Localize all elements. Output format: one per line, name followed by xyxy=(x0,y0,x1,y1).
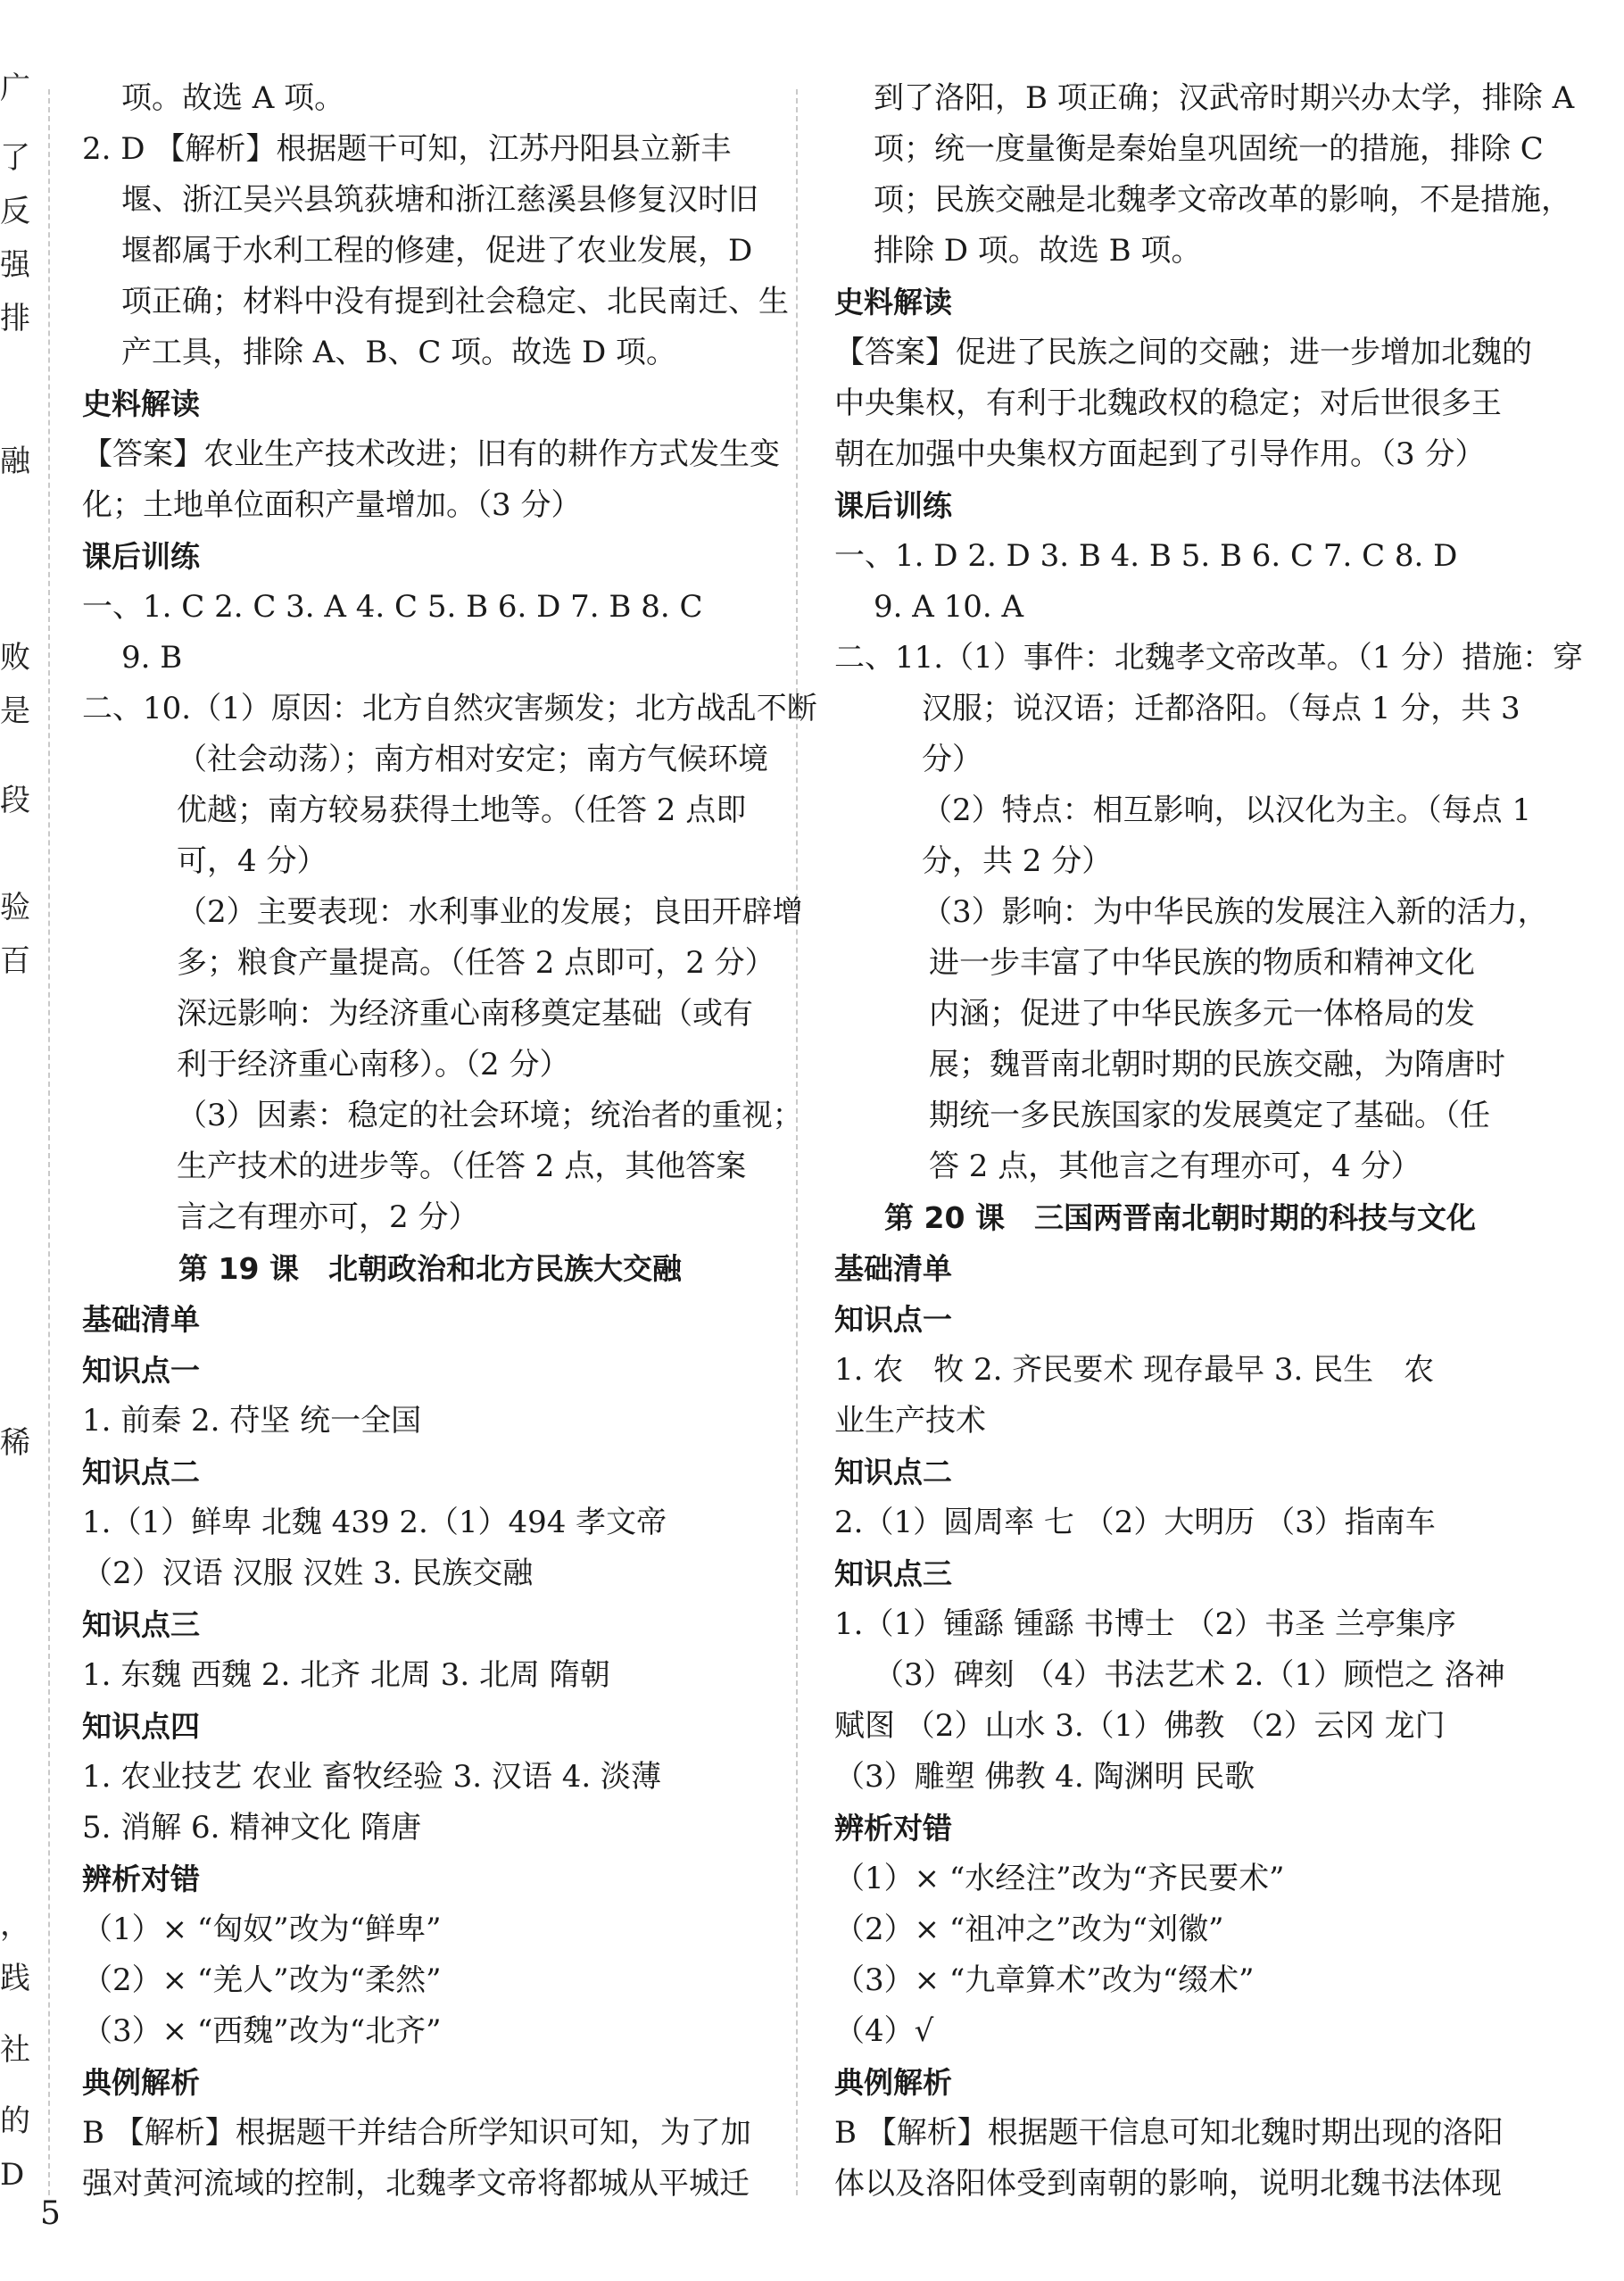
text-line: （3）× “西魏”改为“北齐” xyxy=(82,2013,442,2049)
text-line: 项正确；材料中没有提到社会稳定、北民南迁、生 xyxy=(121,284,789,319)
edge-char: 的 xyxy=(0,2103,30,2139)
text-line: （3）雕塑 佛教 4. 陶渊明 民歌 xyxy=(834,1759,1255,1795)
text-line: 项；统一度量衡是秦始皇巩固统一的措施，排除 C xyxy=(874,131,1544,167)
text-line: 排除 D 项。故选 B 项。 xyxy=(874,233,1202,269)
section-heading: 史料解读 xyxy=(82,386,200,421)
text-line: 【答案】农业生产技术改进；旧有的耕作方式发生变 xyxy=(82,436,780,472)
section-heading: 辨析对错 xyxy=(834,1811,952,1846)
text-line: 1.（1）锺繇 锺繇 书博士 （2）书圣 兰亭集序 xyxy=(834,1606,1456,1642)
section-heading: 知识点三 xyxy=(82,1607,200,1642)
text-line: 汉服；说汉语；迁都洛阳。（每点 1 分，共 3 xyxy=(922,691,1520,726)
text-line: 中央集权，有利于北魏政权的稳定；对后世很多王 xyxy=(834,386,1502,421)
text-line: 言之有理亦可，2 分） xyxy=(177,1199,479,1235)
text-line: 化；土地单位面积产量增加。（3 分） xyxy=(82,487,582,523)
text-line: 答 2 点，其他言之有理亦可，4 分） xyxy=(929,1149,1421,1184)
text-line: （1）× “匈奴”改为“鲜卑” xyxy=(82,1912,442,1947)
section-heading: 知识点四 xyxy=(82,1709,200,1744)
text-line: 9. B xyxy=(121,640,183,676)
text-line: （2）汉语 汉服 汉姓 3. 民族交融 xyxy=(82,1555,534,1591)
text-line: 1. 前秦 2. 苻坚 统一全国 xyxy=(82,1403,422,1439)
text-line: 业生产技术 xyxy=(834,1403,986,1439)
text-line: 可，4 分） xyxy=(177,843,327,879)
text-line: 到了洛阳，B 项正确；汉武帝时期兴办太学，排除 A xyxy=(874,80,1575,116)
text-line: 2. D 【解析】根据题干可知，江苏丹阳县立新丰 xyxy=(82,131,732,167)
section-heading: 课后训练 xyxy=(82,539,200,574)
edge-char: 强 xyxy=(0,247,30,283)
text-line: 一、1. C 2. C 3. A 4. C 5. B 6. D 7. B 8. C xyxy=(82,589,703,625)
edge-char: 稀 xyxy=(0,1425,30,1461)
text-line: 优越；南方较易获得土地等。（任答 2 点即 xyxy=(177,792,747,828)
text-line: 体以及洛阳体受到南朝的影响，说明北魏书法体现 xyxy=(834,2166,1502,2202)
center-column-divider xyxy=(796,89,798,2195)
section-heading: 课后训练 xyxy=(834,488,952,523)
section-heading: 知识点二 xyxy=(834,1455,952,1489)
text-line: 1. 东魏 西魏 2. 北齐 北周 3. 北周 隋朝 xyxy=(82,1657,610,1693)
edge-char: 段 xyxy=(0,783,30,818)
text-line: 展；魏晋南北朝时期的民族交融，为隋唐时 xyxy=(929,1047,1505,1082)
text-line: 堰都属于水利工程的修建，促进了农业发展，D xyxy=(121,233,753,269)
text-line: 1. 农业技艺 农业 畜牧经验 3. 汉语 4. 淡薄 xyxy=(82,1759,661,1795)
text-line: 期统一多民族国家的发展奠定了基础。（任 xyxy=(929,1098,1490,1133)
text-line: （2）× “羌人”改为“柔然” xyxy=(82,1962,442,1998)
left-column xyxy=(82,73,817,2210)
right-column xyxy=(834,73,1584,2210)
edge-char: 百 xyxy=(0,943,30,979)
text-line: 分） xyxy=(922,742,982,777)
text-line: 利于经济重心南移）。（2 分） xyxy=(177,1047,570,1082)
section-heading: 知识点一 xyxy=(82,1353,200,1388)
text-line: 5. 消解 6. 精神文化 隋唐 xyxy=(82,1810,422,1846)
text-line: 产工具，排除 A、B、C 项。故选 D 项。 xyxy=(121,335,677,370)
text-line: 多；粮食产量提高。（任答 2 点即可，2 分） xyxy=(177,945,775,981)
text-line: 生产技术的进步等。（任答 2 点，其他答案 xyxy=(177,1149,747,1184)
text-line: 1.（1）鲜卑 北魏 439 2.（1）494 孝文帝 xyxy=(82,1505,667,1540)
text-line: （3）影响：为中华民族的发展注入新的活力， xyxy=(922,894,1548,930)
text-line: （2）特点：相互影响，以汉化为主。（每点 1 xyxy=(922,792,1532,828)
section-heading: 典例解析 xyxy=(834,2065,952,2100)
text-line: 分，共 2 分） xyxy=(922,843,1113,879)
edge-char: 败 xyxy=(0,640,30,676)
section-heading: 知识点二 xyxy=(82,1455,200,1489)
text-line: 堰、浙江吴兴县筑荻塘和浙江慈溪县修复汉时旧 xyxy=(121,182,758,218)
text-line: B 【解析】根据题干并结合所学知识可知，为了加 xyxy=(82,2115,751,2151)
text-line: 进一步丰富了中华民族的物质和精神文化 xyxy=(929,945,1475,981)
text-line: （2）主要表现：水利事业的发展；良田开辟增 xyxy=(177,894,803,930)
edge-char: 是 xyxy=(0,693,30,729)
section-heading: 史料解读 xyxy=(834,285,952,319)
edge-char: 验 xyxy=(0,890,30,925)
lesson-title: 第 20 课 三国两晋南北朝时期的科技与文化 xyxy=(884,1200,1476,1235)
text-line: （3）因素：稳定的社会环境；统治者的重视； xyxy=(177,1098,803,1133)
edge-char: 反 xyxy=(0,194,30,229)
text-line: 强对黄河流域的控制，北魏孝文帝将都城从平城迁 xyxy=(82,2166,750,2202)
text-line: 内涵；促进了中华民族多元一体格局的发 xyxy=(929,996,1475,1032)
edge-char: 广 xyxy=(0,71,30,106)
text-line: 项。故选 A 项。 xyxy=(121,80,345,116)
edge-char: 践 xyxy=(0,1961,30,1996)
text-line: （社会动荡）；南方相对安定；南方气候环境 xyxy=(177,742,768,777)
text-line: （4）√ xyxy=(834,2013,934,2049)
lesson-title: 第 19 课 北朝政治和北方民族大交融 xyxy=(178,1251,682,1286)
text-line: 一、1. D 2. D 3. B 4. B 5. B 6. C 7. C 8. D xyxy=(834,538,1458,574)
text-line: （3）碑刻 （4）书法艺术 2.（1）顾恺之 洛神 xyxy=(874,1657,1505,1693)
text-line: 【答案】促进了民族之间的交融；进一步增加北魏的 xyxy=(834,335,1532,370)
text-line: 深远影响：为经济重心南移奠定基础（或有 xyxy=(177,996,753,1032)
text-line: 1. 农 牧 2. 齐民要术 现存最早 3. 民生 农 xyxy=(834,1352,1435,1388)
text-line: （1）× “水经注”改为“齐民要术” xyxy=(834,1861,1285,1896)
left-column-divider xyxy=(48,89,50,2195)
text-line: B 【解析】根据题干信息可知北魏时期出现的洛阳 xyxy=(834,2115,1504,2151)
section-heading: 辨析对错 xyxy=(82,1862,200,1896)
text-line: 9. A 10. A xyxy=(874,589,1024,625)
text-line: （3）× “九章算术”改为“缀术” xyxy=(834,1962,1255,1998)
edge-char: ， xyxy=(0,1907,30,1943)
edge-char: 融 xyxy=(0,444,30,479)
section-heading: 知识点一 xyxy=(834,1302,952,1337)
section-heading: 典例解析 xyxy=(82,2065,200,2100)
page-number: 5 xyxy=(40,2195,61,2232)
edge-char: 了 xyxy=(0,140,30,176)
text-line: 朝在加强中央集权方面起到了引导作用。（3 分） xyxy=(834,436,1486,472)
text-line: 二、11.（1）事件：北魏孝文帝改革。（1 分）措施：穿 xyxy=(834,640,1584,676)
section-heading: 基础清单 xyxy=(82,1302,200,1337)
edge-char: 排 xyxy=(0,301,30,336)
text-line: （2）× “祖冲之”改为“刘徽” xyxy=(834,1912,1224,1947)
text-line: 赋图 （2）山水 3.（1）佛教 （2）云冈 龙门 xyxy=(834,1708,1446,1744)
section-heading: 基础清单 xyxy=(834,1251,952,1286)
edge-char: D xyxy=(0,2157,25,2193)
edge-char: 社 xyxy=(0,2032,30,2068)
text-line: 项；民族交融是北魏孝文帝改革的影响，不是措施， xyxy=(874,182,1571,218)
text-line: 2.（1）圆周率 七 （2）大明历 （3）指南车 xyxy=(834,1505,1436,1540)
left-edge-fragments xyxy=(0,0,36,2281)
text-line: 二、10.（1）原因：北方自然灾害频发；北方战乱不断 xyxy=(82,691,817,726)
section-heading: 知识点三 xyxy=(834,1556,952,1591)
